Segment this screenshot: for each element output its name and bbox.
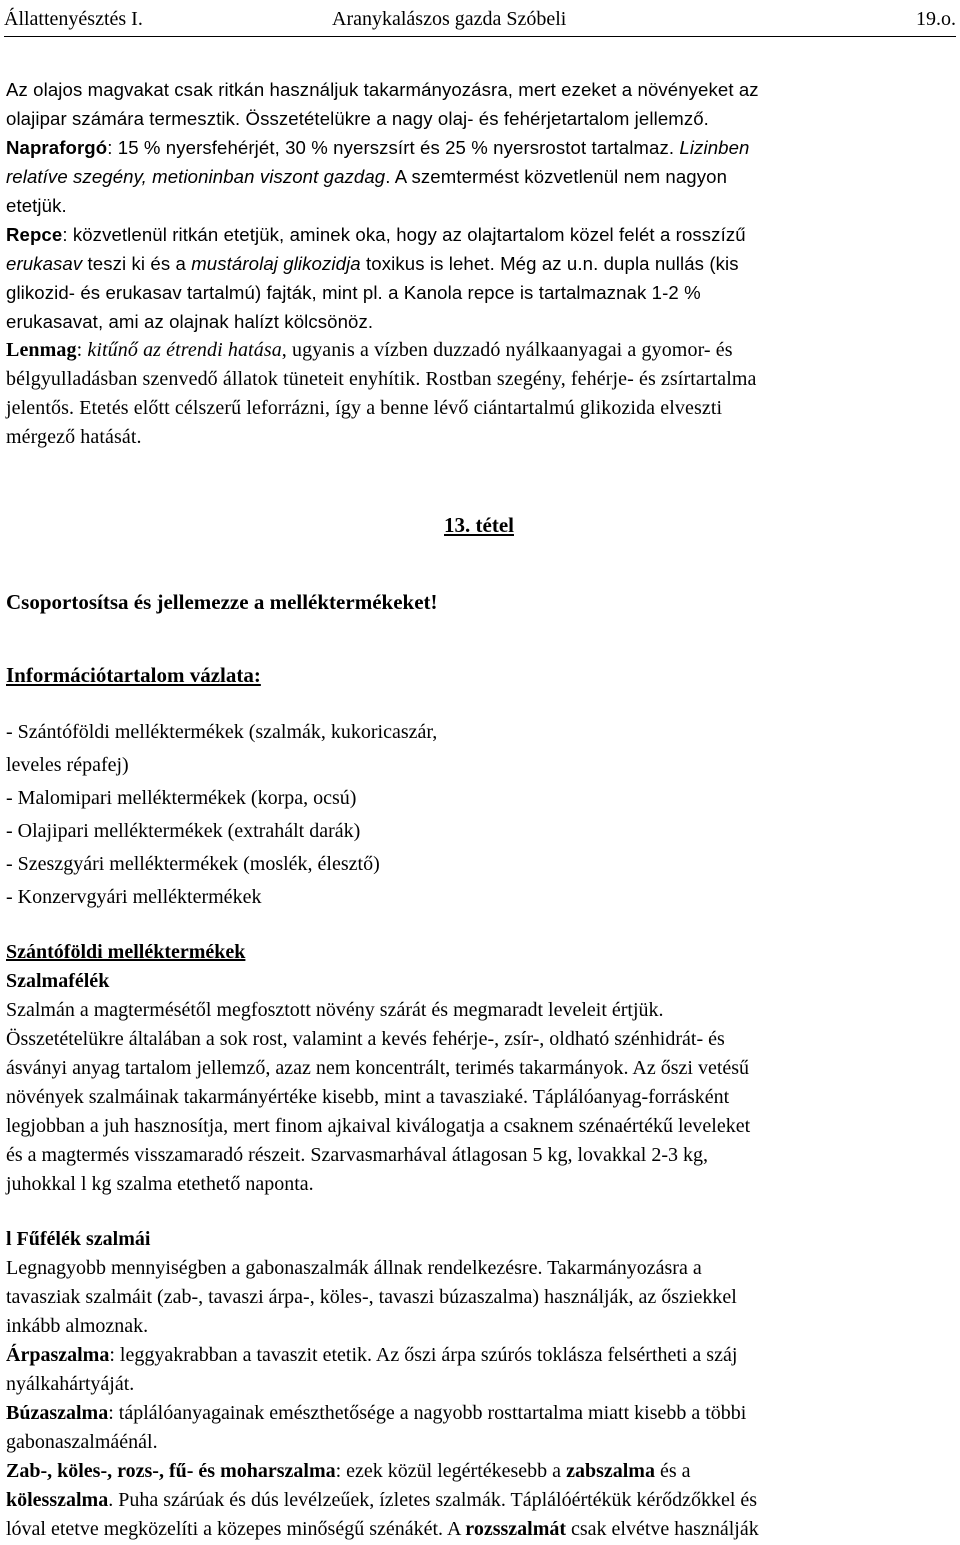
lenmag-italic: kitűnő az étrendi hatása [87, 339, 282, 361]
outline-heading-text: Információtartalom vázlata: [6, 663, 261, 687]
kolesszalma-term: kölesszalma [6, 1489, 109, 1511]
paragraph-line: Legnagyobb mennyiségben a gabonaszalmák állnak rendelkezésre. Takarmányozásra a [6, 1257, 702, 1279]
subsection-title: l Fűfélék szalmái [6, 1228, 151, 1250]
repce-line: glikozid- és erukasav tartalmú) fajták, mint pl. a Kanola repce is tartalmaznak 1-2 % [6, 282, 701, 303]
lenmag-line: bélgyulladásban szenvedő állatok tüneteit enyhítik. Rostban szegény, fehérje- és zsírtartalma [6, 368, 757, 390]
napraforgo-text: . A szemtermést közvetlenül nem nagyon [385, 166, 728, 187]
arpaszalma-text: : leggyakrabban a tavaszit etetik. Az őszi árpa szúrós toklásza felsértheti a száj [109, 1344, 738, 1366]
zab-term: Zab-, köles-, rozs-, fű- és moharszalma [6, 1460, 336, 1482]
zabszalma-line [6, 1457, 956, 1486]
lenmag-line: jelentős. Etetés előtt célszerű leforrázni, így a benne lévő ciántartalmú glikozida elveszti [6, 397, 723, 419]
lenmag-text: , ugyanis a vízben duzzadó nyálkaanyagai a gyomor- és [281, 339, 733, 361]
lenmag-text: : [76, 339, 88, 361]
repce-line [6, 249, 956, 278]
repce-italic: mustárolaj glikozidja [191, 253, 361, 274]
topic-number-text: 13. tétel [444, 513, 514, 537]
zabszalma-line [6, 1515, 956, 1544]
zabszalma-term: zabszalma [566, 1460, 655, 1482]
arpaszalma-line: nyálkahártyáját. [6, 1373, 135, 1395]
section-title: Szántóföldi melléktermékek [6, 941, 246, 963]
napraforgo-text: : 15 % nyersfehérjét, 30 % nyerszsírt és 25 % nyersrostot tartalmaz. [107, 137, 680, 158]
paragraph-line: és a magtermés visszamaradó részeit. Szarvasmarhával átlagosan 5 kg, lovakkal 2-3 kg, [6, 1144, 708, 1166]
repce-line: erukasavat, ami az olajnak halízt kölcsönöz. [6, 311, 374, 332]
paragraph-line: tavasziak szalmáit (zab-, tavaszi árpa-, köles-, tavaszi búzaszalma) használják, az ősziekkel [6, 1286, 737, 1308]
outline-item: - Szántóföldi melléktermékek (szalmák, kukoricaszár, [6, 721, 438, 743]
header-course: Aranykalászos gazda Szóbeli [332, 8, 567, 30]
outline-heading [6, 660, 956, 690]
lenmag-line [6, 336, 956, 365]
buzaszalma-term: Búzaszalma [6, 1402, 109, 1424]
repce-line [6, 220, 956, 249]
napraforgo-term: Napraforgó [6, 137, 108, 158]
outline-item: - Konzervgyári melléktermékek [6, 886, 262, 908]
paragraph-line: növények szalmáinak takarmányértéke kisebb, mint a tavasziaké. Táplálóanyag-forrásként [6, 1086, 730, 1108]
paragraph-line: inkább almoznak. [6, 1315, 149, 1337]
zab-text: : ezek közül legértékesebb a [335, 1460, 567, 1482]
exam-question: Csoportosítsa és jellemezze a melléktermékeket! [6, 590, 438, 614]
arpaszalma-line [6, 1341, 956, 1370]
repce-text: toxikus is lehet. Még az u.n. dupla nullás (kis [360, 253, 739, 274]
paragraph-line: ásványi anyag tartalom jellemző, azaz nem koncentrált, terimés takarmányok. Az őszi vetésű [6, 1057, 750, 1079]
header-subject: Állattenyésztés I. [4, 8, 143, 30]
zab-text: és a [654, 1460, 691, 1482]
outline-item: - Malomipari melléktermékek (korpa, ocsú) [6, 787, 357, 809]
outline-list [6, 716, 956, 914]
napraforgo-line [6, 162, 956, 191]
buzaszalma-line: gabonaszalmáénál. [6, 1431, 158, 1453]
paragraph-line: Szalmán a magtermésétől megfosztott növény szárát és megmaradt leveleit értjük. [6, 999, 664, 1021]
lenmag-term: Lenmag [6, 339, 77, 361]
buzaszalma-line [6, 1399, 956, 1428]
byproducts-section [6, 938, 956, 1544]
outline-item: - Olajipari melléktermékek (extrahált darák) [6, 820, 361, 842]
zab-text: lóval etetve megközelíti a közepes minőségű szénákét. A [6, 1518, 466, 1540]
repce-text: teszi ki és a [82, 253, 192, 274]
zab-text: . Puha szárúak és dús levélzeűek, ízletes szalmák. Táplálóértékük kérődzőkkel és [108, 1489, 758, 1511]
zabszalma-line [6, 1486, 956, 1515]
rozsszalma-term: rozsszalmát [465, 1518, 567, 1540]
napraforgo-italic: Lizinben [679, 137, 750, 158]
subsection-title: Szalmafélék [6, 970, 110, 992]
spacer [6, 1199, 956, 1225]
paragraph-line: Összetételükre általában a sok rost, valamint a kevés fehérje-, zsír-, oldható szénhidrát- és [6, 1028, 725, 1050]
repce-text: : közvetlenül ritkán etetjük, aminek oka, hogy az olajtartalom közel felét a rosszízű [62, 224, 746, 245]
arpaszalma-term: Árpaszalma [6, 1344, 110, 1366]
outline-item: leveles répafej) [6, 754, 129, 776]
topic-number-heading [0, 510, 960, 540]
paragraph-line: juhokkal l kg szalma etethető naponta. [6, 1173, 314, 1195]
zab-text: csak elvétve használják [566, 1518, 759, 1540]
intro-line: olajipar számára termesztik. Összetételükre a nagy olaj- és fehérjetartalom jellemző. [6, 108, 709, 129]
repce-term: Repce [6, 224, 63, 245]
buzaszalma-text: : táplálóanyagainak emészthetősége a nagyobb rosttartalma miatt kisebb a többi [108, 1402, 747, 1424]
outline-item: - Szeszgyári melléktermékek (moslék, élesztő) [6, 853, 380, 875]
header-page-number: 19.o. [916, 8, 956, 30]
page-header [4, 4, 956, 37]
oilseed-section [6, 75, 956, 452]
paragraph-line: legjobban a juh hasznosítja, mert finom ajkaival kiválogatja a csaknem szénaértékű leveleket [6, 1115, 751, 1137]
intro-line: Az olajos magvakat csak ritkán használjuk takarmányozásra, mert ezeket a növényeket az [6, 79, 759, 100]
intro-line: etetjük. [6, 195, 67, 216]
repce-italic: erukasav [6, 253, 83, 274]
napraforgo-italic: relatíve szegény, metioninban viszont gazdag [6, 166, 386, 187]
napraforgo-line [6, 133, 956, 162]
lenmag-line: mérgező hatását. [6, 426, 142, 448]
